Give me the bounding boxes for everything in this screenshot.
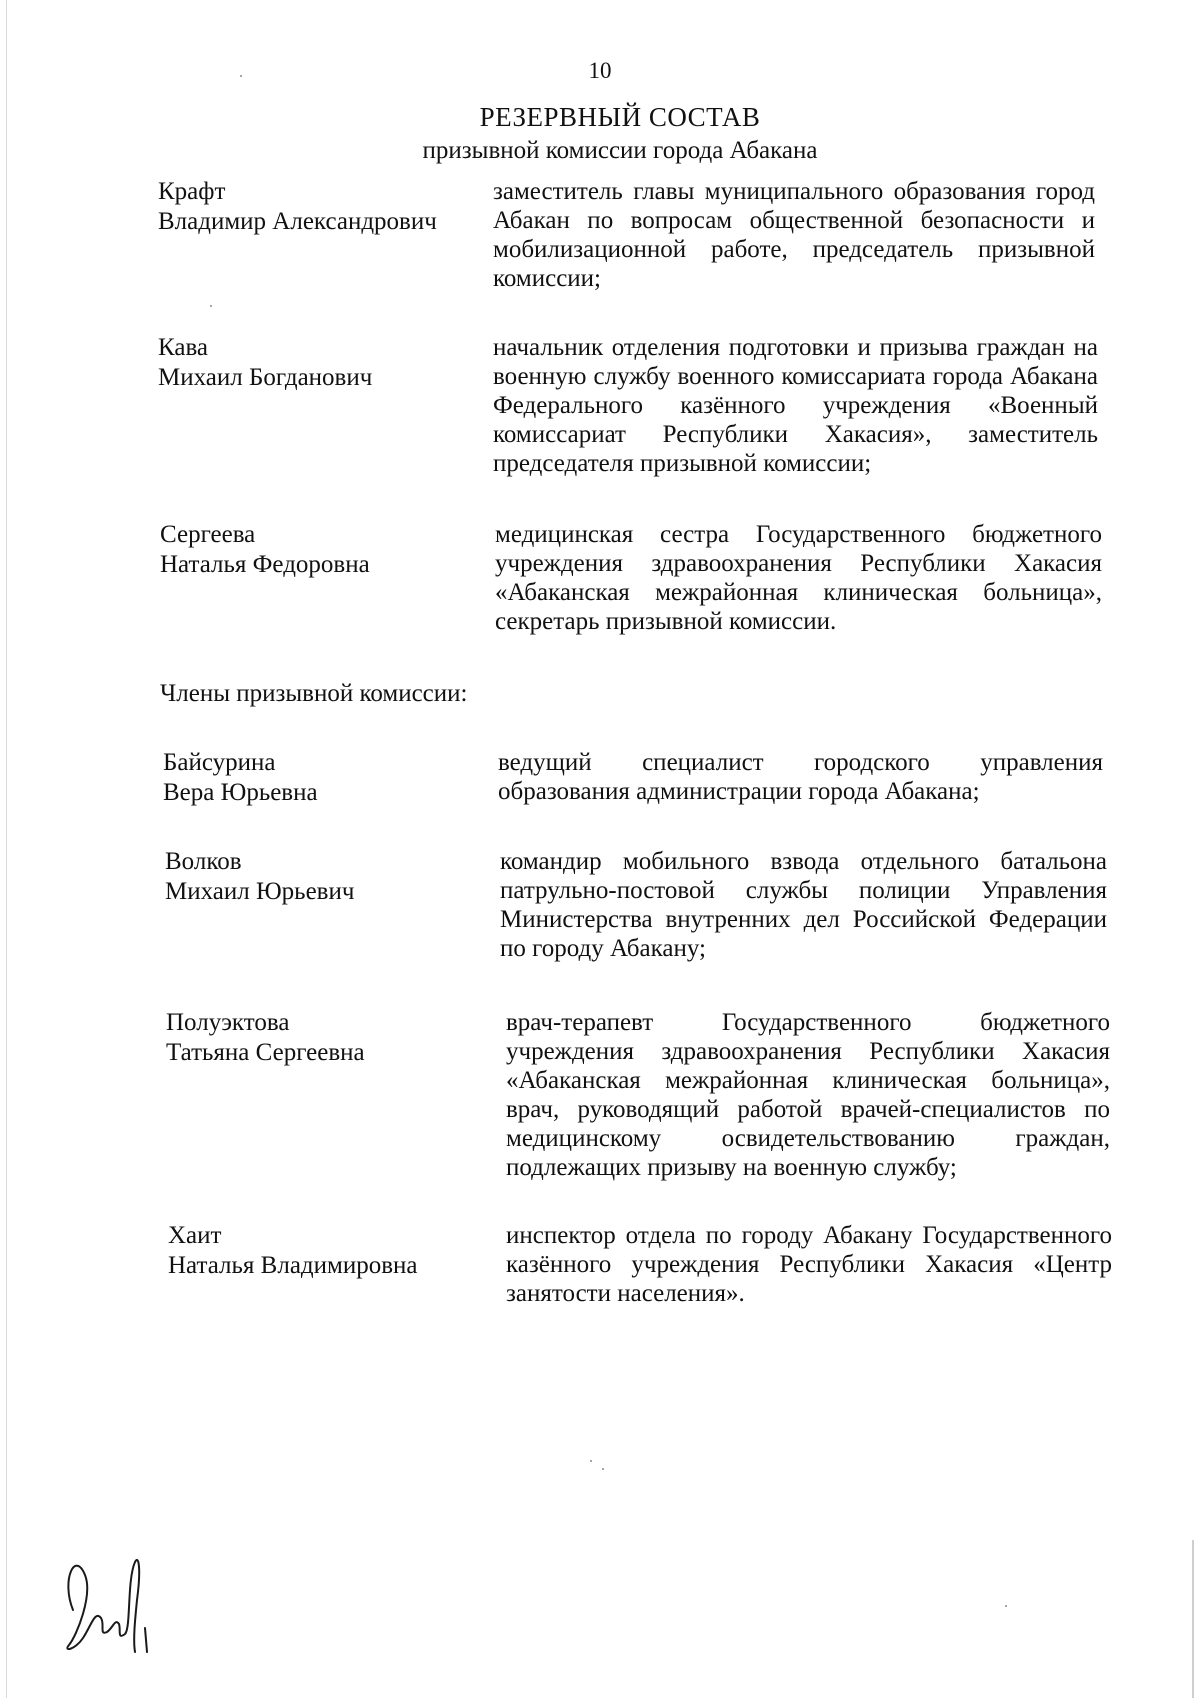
person-name	[160, 520, 370, 580]
scan-edge-right	[1192, 1540, 1194, 1698]
person-given-names: Михаил Юрьевич	[165, 878, 355, 905]
document-subtitle: призывной комиссии города Абакана	[422, 137, 818, 164]
person-name	[165, 847, 354, 907]
person-name	[158, 333, 372, 393]
person-given-names: Вера Юрьевна	[163, 779, 318, 806]
person-given-names: Наталья Федоровна	[160, 551, 370, 578]
person-given-names: Наталья Владимировна	[168, 1252, 418, 1279]
signature-mark	[55, 1540, 165, 1660]
person-surname: Хаит	[168, 1222, 222, 1249]
person-name	[163, 748, 318, 808]
document-title: РЕЗЕРВНЫЙ СОСТАВ	[479, 102, 761, 132]
person-surname: Крафт	[158, 178, 226, 205]
person-name	[168, 1221, 418, 1281]
person-role: ведущий специалист городского управления образования администрации города Абакана;	[498, 749, 1103, 805]
person-given-names: Татьяна Сергеевна	[166, 1039, 365, 1066]
person-given-names: Михаил Богданович	[158, 364, 373, 391]
scan-speck	[602, 1468, 604, 1470]
scan-speck	[590, 1460, 592, 1462]
scan-speck	[1005, 1605, 1007, 1607]
person-surname: Кава	[158, 334, 209, 361]
person-role: начальник отделения подготовки и призыва граждан на военную службу военного комиссариата города Абакана Федерального казённого учреждения «Военный комиссариат Республики Хакасия», заместитель председателя призывной комиссии;	[493, 334, 1098, 477]
person-surname: Сергеева	[160, 521, 256, 548]
person-role: командир мобильного взвода отдельного батальона патрульно-постовой службы полиции Управления Министерства внутренних дел Российской Федерации по городу Абакану;	[500, 848, 1107, 962]
person-name	[166, 1008, 365, 1068]
person-role: медицинская сестра Государственного бюджетного учреждения здравоохранения Республики Хакасия «Абаканская межрайонная клиническая больница», секретарь призывной комиссии.	[495, 521, 1102, 635]
page-number: 10	[588, 58, 612, 83]
scan-edge-left	[6, 0, 7, 1698]
person-surname: Волков	[165, 848, 242, 875]
person-given-names: Владимир Александрович	[158, 208, 437, 235]
person-role: инспектор отдела по городу Абакану Государственного казённого учреждения Республики Хакасия «Центр занятости населения».	[506, 1222, 1112, 1307]
person-surname: Байсурина	[163, 749, 276, 776]
scan-speck	[210, 305, 212, 307]
members-heading: Члены призывной комиссии:	[160, 680, 468, 707]
scan-speck	[240, 75, 242, 77]
person-role: врач-терапевт Государственного бюджетного учреждения здравоохранения Республики Хакасия «Абаканская межрайонная клиническая больница», врач, руководящий работой врачей-специалистов по медицинскому освидетельствованию граждан, подлежащих призыву на военную службу;	[506, 1009, 1110, 1181]
person-name	[158, 177, 437, 237]
person-surname: Полуэктова	[166, 1009, 290, 1036]
person-role: заместитель главы муниципального образования город Абакан по вопросам общественной безопасности и мобилизационной работе, председатель призывной комиссии;	[493, 178, 1095, 292]
